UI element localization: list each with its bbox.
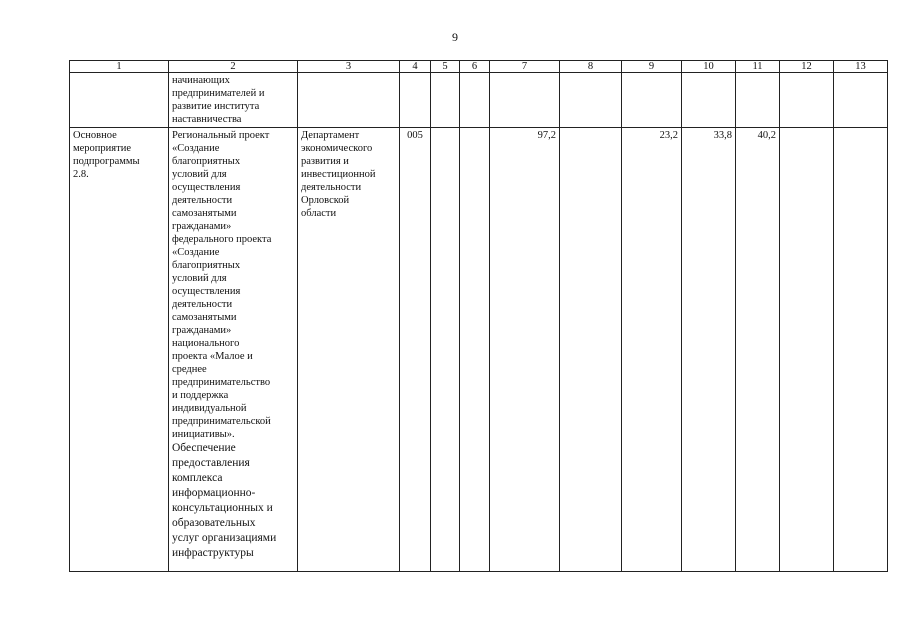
row1-col8	[560, 73, 622, 128]
row2-col5	[431, 128, 460, 572]
header-cell-9: 9	[622, 61, 682, 73]
header-cell-11: 11	[736, 61, 780, 73]
row2-col7-value: 97,2	[490, 128, 560, 572]
table-row	[70, 128, 888, 572]
table-row	[70, 73, 888, 128]
header-cell-8: 8	[560, 61, 622, 73]
row1-col2: начинающих предпринимателей и развитие института наставничества	[169, 73, 298, 128]
row1-col5	[431, 73, 460, 128]
header-cell-1: 1	[70, 61, 169, 73]
header-cell-13: 13	[834, 61, 888, 73]
row1-col12	[780, 73, 834, 128]
row2-col8	[560, 128, 622, 572]
header-cell-10: 10	[682, 61, 736, 73]
row2-col2-description	[169, 128, 298, 572]
header-row	[70, 61, 888, 73]
row2-description-part1: Региональный проект «Создание благоприятных условий для осуществления деятельности самозанятыми гражданами» федерального проекта «Создание благоприятных условий для осуществления деятельности самозанятыми гражданами» национального проекта «Малое и среднее предпринимательство и поддержка индивидуальной предпринимательской инициативы».	[172, 130, 272, 440]
row2-col4-code: 005	[400, 128, 431, 572]
row1-col3	[298, 73, 400, 128]
row1-col11	[736, 73, 780, 128]
row2-col9-value: 23,2	[622, 128, 682, 572]
row1-col1	[70, 73, 169, 128]
row1-col13	[834, 73, 888, 128]
header-cell-5: 5	[431, 61, 460, 73]
header-cell-2: 2	[169, 61, 298, 73]
row2-col12	[780, 128, 834, 572]
row2-description-part2: Обеспечение предоставления комплекса информационно- консультационных и образовательных услуг организациями инфраструктуры	[172, 442, 277, 559]
row2-col3-executor: Департамент экономического развития и инвестиционной деятельности Орловской области	[298, 128, 400, 572]
row1-col7	[490, 73, 560, 128]
header-cell-3: 3	[298, 61, 400, 73]
header-cell-4: 4	[400, 61, 431, 73]
row1-col4	[400, 73, 431, 128]
budget-table	[69, 60, 888, 572]
page-number: 9	[452, 30, 458, 44]
row2-col11-value: 40,2	[736, 128, 780, 572]
header-cell-6: 6	[460, 61, 490, 73]
header-cell-7: 7	[490, 61, 560, 73]
row2-col10-value: 33,8	[682, 128, 736, 572]
row2-col1-event-name: Основное мероприятие подпрограммы 2.8.	[70, 128, 169, 572]
row1-col9	[622, 73, 682, 128]
row1-col10	[682, 73, 736, 128]
row2-col13	[834, 128, 888, 572]
row2-col6	[460, 128, 490, 572]
header-cell-12: 12	[780, 61, 834, 73]
row1-col6	[460, 73, 490, 128]
